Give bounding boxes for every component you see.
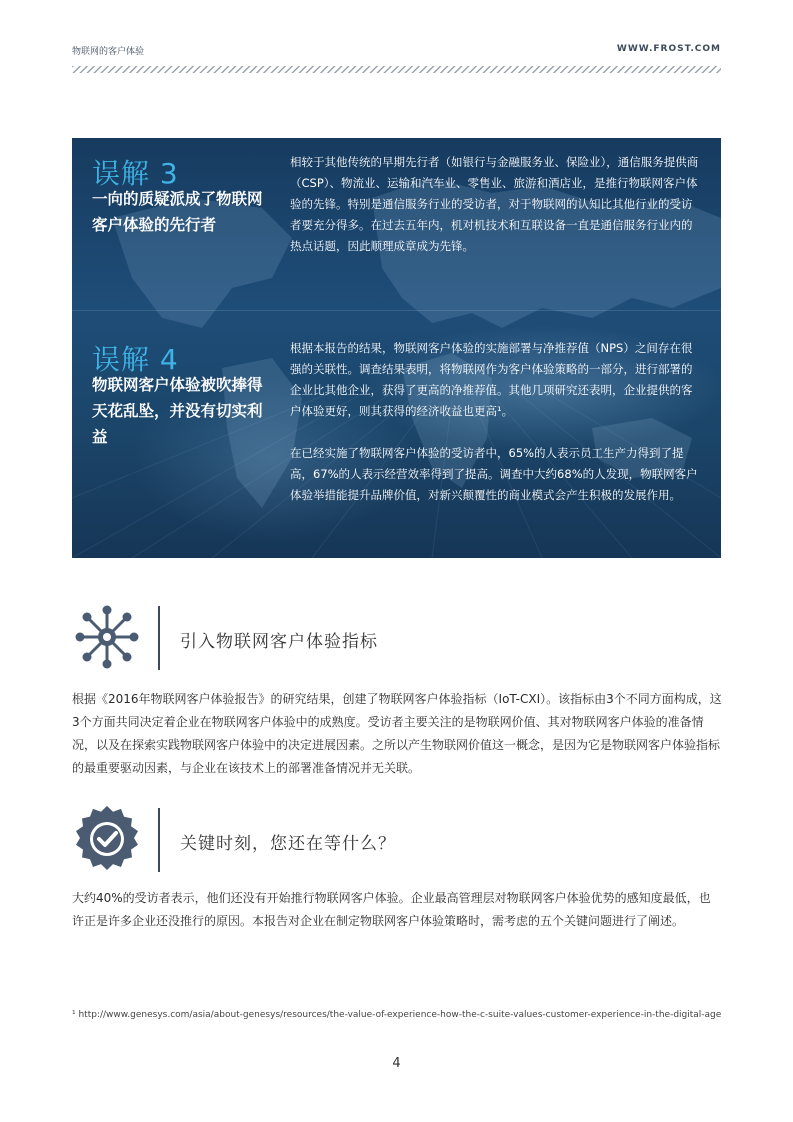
myth-4-paragraph-1: 根据本报告的结果，物联网客户体验的实施部署与净推荐值（NPS）之间存在很强的关联性。调查结果表明，将物联网作为客户体验策略的一部分，进行部署的企业比其他企业，获得了更高的净推荐值。其他几项研究还表明，企业提供的客户体验更好，则其获得的经济收益也更高¹。: [290, 341, 693, 418]
myth-3-title: 误解 3: [92, 157, 179, 190]
header-title: 物联网的客户体验: [72, 47, 145, 57]
section-2-bar: [158, 808, 160, 872]
section-2-title: 关键时刻，您还在等什么？: [180, 834, 396, 854]
page-number: 4: [392, 1056, 401, 1071]
myth-4-body: [290, 338, 702, 506]
section-1-body: 根据《2016年物联网客户体验报告》的研究结果，创建了物联网客户体验指标（IoT-CXI）。该指标由3个不同方面构成，这3个方面共同决定着企业在物联网客户体验中的成熟度。受访者主要关注的是物联网价值、其对物联网客户体验的准备情况，以及在探索实践物联网客户体验中的决定进展因素。之所以产生物联网价值这一概念，是因为它是物联网客户体验指标的最重要驱动因素，与企业在该技术上的部署准备情况并无关联。: [72, 692, 722, 775]
section-1-title: 引入物联网客户体验指标: [180, 632, 378, 652]
section-2-body: 大约40%的受访者表示，他们还没有开始推行物联网客户体验。企业最高管理层对物联网客户体验优势的感知度最低，也许正是许多企业还没推行的原因。本报告对企业在制定物联网客户体验策略时，需考虑的五个关键问题进行了阐述。: [72, 891, 711, 928]
myth-3-body: [290, 152, 702, 257]
network-hub-icon: [72, 604, 142, 670]
footnote-link[interactable]: ¹ http://www.genesys.com/asia/about-genesys/resources/the-value-of-experience-how-the-c-suite-values-customer-experience-in-the-digital-age: [72, 1010, 722, 1020]
myths-banner: [72, 138, 721, 558]
check-badge-icon: [72, 806, 142, 872]
header-hatch-divider: [72, 66, 721, 73]
myth-3-paragraph: 相较于其他传统的早期先行者（如银行与金融服务业、保险业），通信服务提供商（CSP）、物流业、运输和汽车业、零售业、旅游和酒店业，是推行物联网客户体验的先锋。特别是通信服务行业的受访者，对于物联网的认知比其他行业的受访者要充分得多。在过去五年内，机对机技术和互联设备一直是通信服务行业内的热点话题，因此顺理成章成为先锋。: [290, 155, 699, 253]
myth-4-subtitle: 物联网客户体验被吹捧得天花乱坠，并没有切实利益: [92, 376, 263, 446]
myth-3-subtitle: 一向的质疑派成了物联网客户体验的先行者: [92, 190, 263, 234]
myth-4-title: 误解 4: [92, 343, 179, 376]
section-1-bar: [158, 606, 160, 670]
header-website[interactable]: WWW.FROST.COM: [616, 44, 721, 54]
myth-divider: [72, 310, 721, 311]
myth-4-paragraph-2: 在已经实施了物联网客户体验的受访者中，65%的人表示员工生产力得到了提高，67%的人表示经营效率得到了提高。调查中大约68%的人发现，物联网客户体验举措能提升品牌价值，对新兴颠覆性的商业模式会产生积极的发展作用。: [290, 446, 698, 502]
